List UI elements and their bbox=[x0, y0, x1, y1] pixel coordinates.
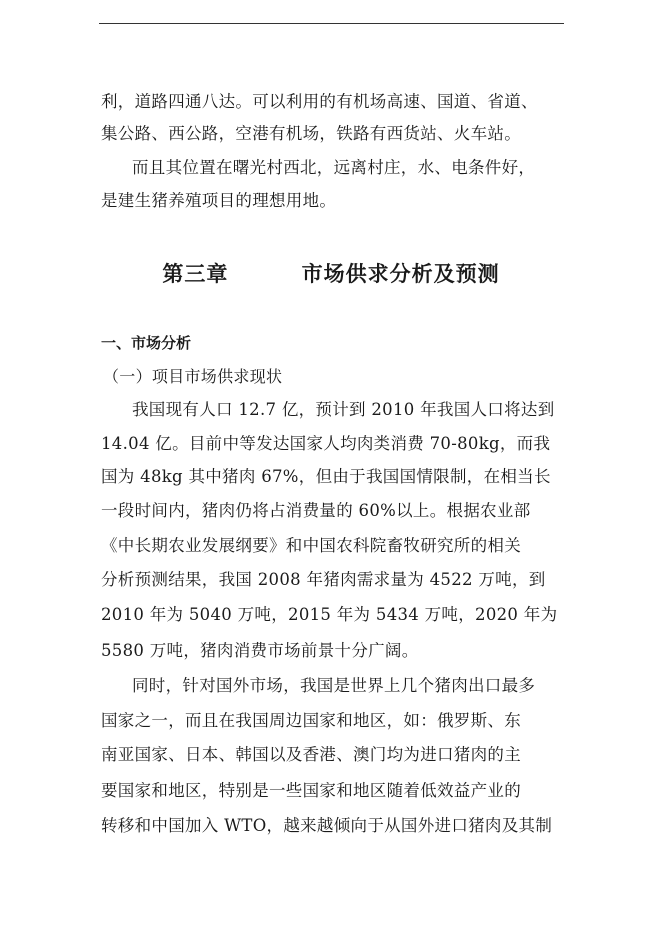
export-line: 南亚国家、日本、韩国以及香港、澳门均为进口猪肉的主 bbox=[101, 745, 521, 764]
intro-line: 利，道路四通八达。可以利用的有机场高速、国道、省道、 bbox=[101, 92, 538, 111]
intro-line: 集公路、西公路，空港有机场，铁路有西货站、火车站。 bbox=[101, 124, 521, 143]
section-heading: 一、市场分析 bbox=[101, 334, 192, 352]
market-line: 5580 万吨，猪肉消费市场前景十分广阔。 bbox=[101, 641, 419, 660]
market-line: 一段时间内，猪肉仍将占消费量的 60%以上。根据农业部 bbox=[101, 501, 531, 520]
export-line: 要国家和地区，特别是一些国家和地区随着低效益产业的 bbox=[101, 781, 521, 800]
subsection-heading: （一）项目市场供求现状 bbox=[103, 367, 283, 386]
header-rule bbox=[99, 23, 564, 24]
market-line: 14.04 亿。目前中等发达国家人均肉类消费 70-80kg，而我 bbox=[101, 434, 551, 453]
intro-line: 是建生猪养殖项目的理想用地。 bbox=[101, 191, 337, 210]
export-line: 转移和中国加入 WTO，越来越倾向于从国外进口猪肉及其制 bbox=[101, 816, 553, 835]
export-line: 国家之一，而且在我国周边国家和地区，如：俄罗斯、东 bbox=[101, 711, 521, 730]
intro-line: 而且其位置在曙光村西北，远离村庄，水、电条件好， bbox=[132, 158, 536, 177]
market-line: 我国现有人口 12.7 亿，预计到 2010 年我国人口将达到 bbox=[132, 400, 555, 419]
market-line: 国为 48kg 其中猪肉 67%，但由于我国国情限制，在相当长 bbox=[101, 467, 551, 486]
market-line: 分析预测结果，我国 2008 年猪肉需求量为 4522 万吨，到 bbox=[101, 570, 546, 589]
market-line: 2010 年为 5040 万吨，2015 年为 5434 万吨，2020 年为 bbox=[101, 605, 558, 624]
export-line: 同时，针对国外市场，我国是世界上几个猪肉出口最多 bbox=[132, 676, 536, 695]
chapter-title: 第三章 市场供求分析及预测 bbox=[162, 262, 500, 286]
market-line: 《中长期农业发展纲要》和中国农科院畜牧研究所的相关 bbox=[101, 536, 521, 555]
